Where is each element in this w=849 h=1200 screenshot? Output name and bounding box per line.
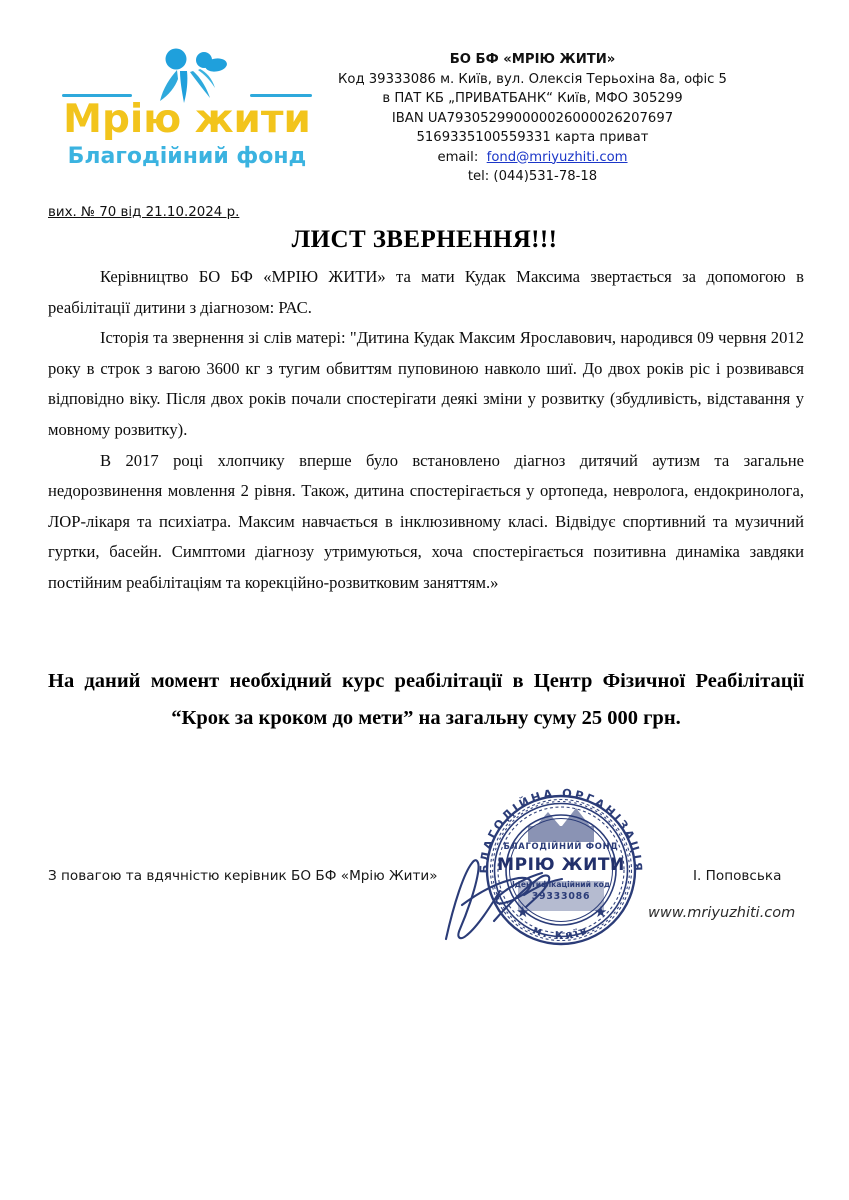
stamp-outer-text: БЛАГОДІЙНА ОРГАНІЗАЦІЯ — [476, 785, 646, 874]
organization-iban: IBAN UA793052990000026000026207697 — [391, 110, 674, 126]
organization-name: БО БФ «МРІЮ ЖИТИ» — [449, 52, 616, 67]
body-paragraph: В 2017 році хлопчику вперше було встановлено діагноз дитячий аутизм та загальне недорозвинення мовлення 2 рівня. Також, дитина спостерігається у ортопеда, невролога, ендокринолога, ЛОР-лікаря та психіатра. Максим навчається в інклюзивному класі. Відвідує спортивний та музичний гуртки, басейн. Симптоми діагнозу утримуються, хоча спостерігається позитивна динаміка завдяки постійним реабілітаціям та корекційно-розвитковим заняттям.» — [48, 450, 804, 592]
letter-body — [48, 262, 804, 599]
document-reference-number: вих. № 70 від 21.10.2024 р. — [48, 205, 240, 220]
funding-request-statement — [48, 663, 804, 737]
logo-wordmark-secondary: Благодійний фонд — [67, 144, 307, 169]
stamp-line-1: БЛАГОДІЙНИЙ ФОНД — [503, 841, 619, 851]
stamp-star-right: ★ — [594, 903, 608, 921]
stamp-identification-code: 39333086 — [531, 891, 591, 902]
body-paragraph: Керівництво БО БФ «МРІЮ ЖИТИ» та мати Кудак Максима звертається за допомогою в реабілітації дитини з діагнозом: РАС. — [48, 267, 804, 317]
logo-people-icon — [150, 48, 228, 104]
email-link[interactable]: fond@mriyuzhiti.com — [486, 149, 628, 165]
organization-card-number: 5169335100559331 карта приват — [416, 130, 649, 145]
organization-email-line — [330, 148, 735, 168]
logo-wordmark-primary — [62, 97, 312, 142]
stamp-line-2: МРІЮ ЖИТИ — [497, 855, 625, 875]
organization-bank: в ПАТ КБ „ПРИВАТБАНК“ Київ, МФО 305299 — [382, 91, 683, 106]
logo-word-mriyu: Мрію — [63, 97, 182, 142]
logo-word-zhyty: жити — [194, 97, 311, 142]
funding-request-text: На даний момент необхідний курс реабілітації в Центр Фізичної Реабілітації “Крок за кроком до мети” на загальну суму 25 000 грн. — [48, 670, 804, 729]
body-paragraph: Історія та звернення зі слів матері: "Дитина Кудак Максим Ярославович, народився 09 червня 2012 року в строк з вагою 3600 кг з тугим обвиттям пуповиною навколо шиї. До двох років ріс і розвивався відповідно віку. Після двох років почали спостерігати деякі зміни у розвитку (збудливість, відставання у мовному розвитку). — [48, 328, 804, 439]
page-title: ЛИСТ ЗВЕРНЕННЯ!!! — [291, 226, 558, 253]
handwritten-signature — [438, 843, 588, 948]
organization-logo — [62, 48, 312, 188]
website-url: www.mriyuzhiti.com — [648, 905, 796, 921]
signatory-name: І. Поповська — [693, 868, 782, 884]
letterhead-header — [0, 42, 849, 197]
organization-details — [330, 50, 735, 187]
organization-code-address: Код 39333086 м. Київ, вул. Олексія Терьохіна 8а, офіс 5 — [338, 71, 727, 87]
organization-telephone: tel: (044)531-78-18 — [467, 169, 598, 184]
email-label: email: — [437, 149, 479, 165]
stamp-star-left: ★ — [516, 903, 530, 921]
stamp-line-3: Ідентифікаційний код — [511, 880, 611, 889]
signature-closing-text: З повагою та вдячністю керівник БО БФ «Мрію Жити» — [48, 868, 438, 884]
stamp-bottom-text: м. Київ — [531, 923, 591, 943]
